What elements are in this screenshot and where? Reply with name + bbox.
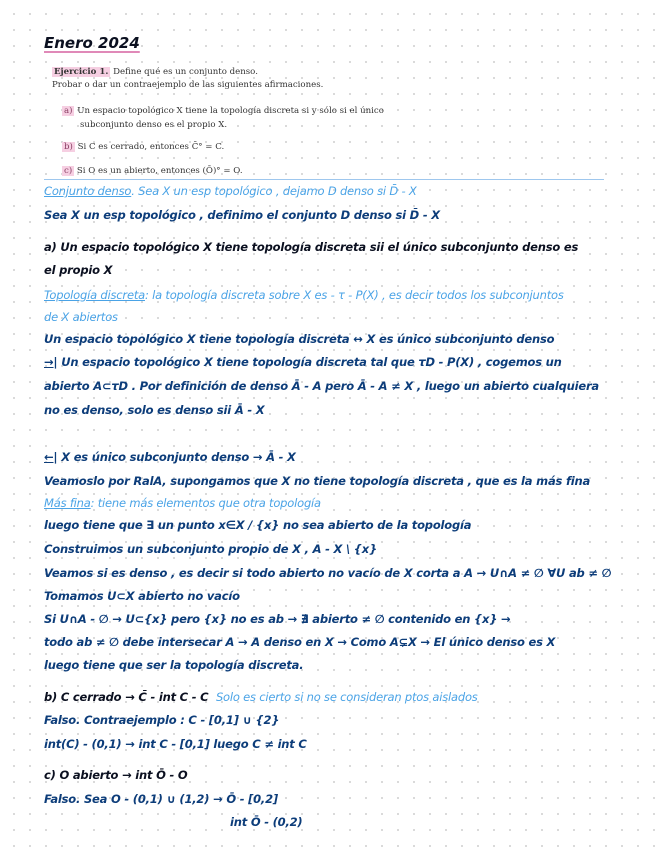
exercise-statement-line1 xyxy=(52,67,258,77)
exercise-text-1: Define qué es un conjunto denso. xyxy=(113,67,258,77)
note-line-23: int(C) - (0,1) → int C - [0,1] luego C ≠ int C xyxy=(44,737,307,751)
note-line-20: luego tiene que ser la topología discreta. xyxy=(44,658,304,672)
note-line-5 xyxy=(44,288,564,302)
note-line-18: Si U∩A - ∅ → U⊂{x} pero {x} no es ab → ∄ abierto ≠ ∅ contenido en {x} → xyxy=(44,612,511,626)
item-b xyxy=(62,142,224,152)
exercise-statement-line2: Probar o dar un contraejemplo de las siguientes afirmaciones. xyxy=(52,80,324,90)
note-line-6: de X abiertos xyxy=(44,310,118,324)
arrow-right-marker: →| xyxy=(44,355,58,369)
note-line-25: Falso. Sea O - (0,1) ∪ (1,2) → Ō - [0,2] xyxy=(44,792,278,806)
note-line-13-text: : tiene más elementos que otra topología xyxy=(90,496,321,510)
note-line-15: Construimos un subconjunto propio de X , A - X \ {x} xyxy=(44,542,377,556)
part-b-remark: Solo es cierto si no se consideran ptos aislados xyxy=(215,690,478,704)
note-line-10: no es denso, solo es denso sii Ā - X xyxy=(44,403,265,417)
note-line-19: todo ab ≠ ∅ debe intersecar A → A denso en X → Como A⊊X → El único denso es X xyxy=(44,635,556,649)
note-line-9: abierto A⊂τD . Por definición de denso Ā - A pero Ā - A ≠ X , luego un abierto cualquiera xyxy=(44,379,599,393)
item-b-tag: b) xyxy=(64,142,73,152)
note-line-5-text: : la topología discreta sobre X es - τ - P(X) , es decir todos los subconjuntos xyxy=(144,288,564,302)
note-line-24: c) O abierto → int Ō - O xyxy=(44,768,188,782)
separator xyxy=(44,179,604,180)
note-line-21 xyxy=(44,690,478,704)
note-line-1-text: . Sea X un esp topológico , dejamo D denso si D̄ - X xyxy=(131,184,417,198)
item-c xyxy=(62,166,243,176)
page-title: Enero 2024 xyxy=(44,34,140,52)
note-line-7: Un espacio topológico X tiene topología discreta ↔ X es único subconjunto denso xyxy=(44,332,555,346)
term-mas-fina: Más fina xyxy=(44,496,91,510)
note-line-12: Veamoslo por RalA, supongamos que X no tiene topología discreta , que es la más fina xyxy=(44,474,591,488)
item-c-text: Si O es un abierto, entonces (Ō)° = O. xyxy=(76,166,243,176)
item-a-line2: subconjunto denso es el propio X. xyxy=(80,120,228,130)
arrow-left-marker: ←| xyxy=(44,450,58,464)
item-a-line1 xyxy=(62,106,384,116)
item-b-text: Si C es cerrado, entonces C̄° = C. xyxy=(77,142,225,152)
note-line-26: int Ō - (0,2) xyxy=(230,815,303,829)
note-line-11 xyxy=(44,450,296,464)
note-line-8-text: Un espacio topológico X tiene topología discreta tal que τD - P(X) , cogemos un xyxy=(57,355,562,369)
note-line-11-text: X es único subconjunto denso → Ā - X xyxy=(57,450,296,464)
item-c-tag: c) xyxy=(64,166,73,176)
note-line-17: Tomamos U⊂X abierto no vacío xyxy=(44,589,240,603)
note-line-2: Sea X un esp topológico , definimo el conjunto D denso si D̄ - X xyxy=(44,208,440,222)
note-line-13 xyxy=(44,496,321,510)
note-line-8 xyxy=(44,355,562,369)
exercise-label: Ejercicio 1. xyxy=(54,67,109,77)
term-topologia-discreta: Topología discreta xyxy=(44,288,145,302)
note-line-22: Falso. Contraejemplo : C - [0,1] ∪ {2} xyxy=(44,713,280,727)
note-line-14: luego tiene que ∃ un punto x∈X / {x} no sea abierto de la topología xyxy=(44,518,472,532)
item-a-text: Un espacio topológico X tiene la topología discreta si y sólo si el único xyxy=(77,106,384,116)
note-line-4: el propio X xyxy=(44,263,113,277)
part-b-heading: b) C cerrado → C̄ - int C - C xyxy=(44,690,209,704)
note-line-3: a) Un espacio topológico X tiene topología discreta sii el único subconjunto denso es xyxy=(44,240,579,254)
note-line-1 xyxy=(44,184,417,198)
term-conjunto-denso: Conjunto denso xyxy=(44,184,132,198)
note-line-16: Veamos si es denso , es decir si todo abierto no vacío de X corta a A → U∩A ≠ ∅ ∀U ab ≠ ∅ xyxy=(44,566,612,580)
item-a-tag: a) xyxy=(64,106,73,116)
